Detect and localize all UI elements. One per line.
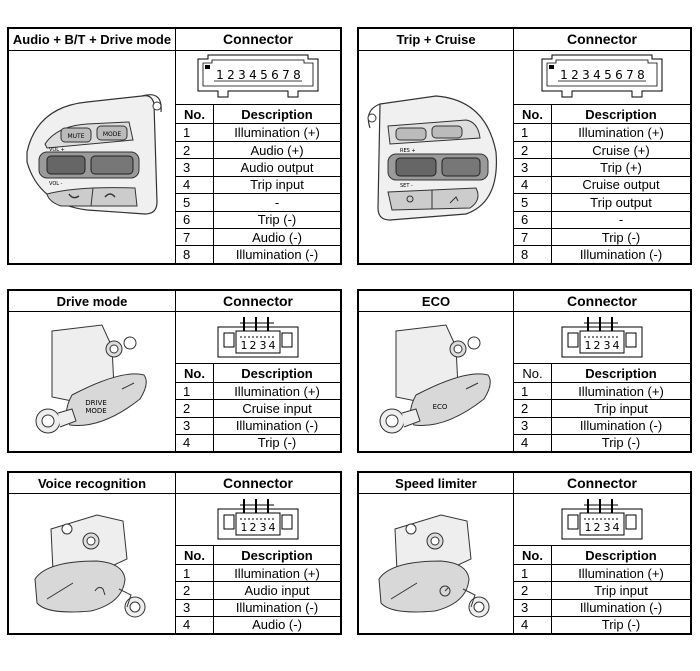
pin-description: Illumination (-): [214, 246, 341, 264]
pin-2-label: 2: [227, 68, 235, 83]
connector-header: Connector: [514, 29, 691, 51]
pin-number: 8: [514, 246, 552, 264]
col-header-description: Description: [214, 545, 341, 564]
mode-label: MODE: [102, 130, 122, 138]
pin-description: Illumination (+): [552, 383, 691, 400]
pin-number: 2: [176, 582, 214, 599]
switch-illustration-cell: [359, 312, 514, 452]
pin-number: 2: [514, 400, 552, 417]
col-header-no: No.: [514, 104, 552, 123]
panel-title: ECO: [359, 291, 514, 312]
pin-number: 5: [176, 194, 214, 211]
pin-number: 2: [176, 400, 214, 417]
pin-description: Trip input: [214, 176, 341, 193]
pin-description: -: [552, 211, 691, 228]
pin-number: 8: [176, 246, 214, 264]
vol-minus-label: VOL -: [49, 180, 63, 187]
drive-label: DRIVE: [85, 398, 107, 407]
pin-description: Trip output: [552, 194, 691, 211]
pin-1-label: 1: [560, 68, 568, 83]
pin-description: Illumination (+): [214, 124, 341, 141]
mute-label: MUTE: [67, 132, 85, 140]
vol-plus-label: VOL +: [49, 146, 65, 153]
pin-description: Audio (-): [214, 229, 341, 246]
connector-4-pin-icon: [552, 495, 652, 545]
pin-3-label: 3: [238, 68, 246, 83]
col-header-description: Description: [552, 104, 691, 123]
connector-header: Connector: [176, 291, 341, 312]
pin-table: [358, 28, 691, 264]
panel-trip-cruise: [357, 27, 692, 265]
panel-title: Drive mode: [9, 291, 176, 312]
connector-diagram-cell: [176, 312, 341, 364]
pin-description: Illumination (-): [552, 417, 691, 434]
col-header-no: No.: [176, 363, 214, 382]
switch-illustration-cell: [9, 494, 176, 634]
pin-table: [8, 290, 341, 452]
pin-description: Illumination (-): [552, 599, 691, 616]
panel-title: Speed limiter: [359, 473, 514, 494]
pin-number: 6: [514, 211, 552, 228]
pin-1-label: 1: [216, 68, 224, 83]
pin-number: 4: [514, 176, 552, 193]
mode-label: MODE: [85, 406, 107, 415]
panel-audio-bt-drive-mode: [7, 27, 342, 265]
res-label: RES +: [400, 147, 416, 154]
col-header-description: Description: [552, 545, 691, 564]
speed-limiter-switch-illustration: [371, 499, 501, 629]
steering-switch-right-illustration: [366, 82, 506, 232]
pin-1-label: 1: [240, 338, 248, 352]
connector-diagram-cell: [176, 50, 341, 104]
pin-description: Cruise (+): [552, 141, 691, 158]
connector-4-pin-icon: [552, 313, 652, 363]
panel-voice-recognition: [7, 471, 342, 635]
pin-description: Trip (+): [552, 159, 691, 176]
pin-5-label: 5: [604, 68, 612, 83]
pin-number: 6: [176, 211, 214, 228]
pin-number: 3: [176, 599, 214, 616]
pin-7-label: 7: [282, 68, 290, 83]
pin-7-label: 7: [626, 68, 634, 83]
panel-title: Trip + Cruise: [359, 29, 514, 51]
pin-number: 2: [176, 141, 214, 158]
pin-description: Trip input: [552, 582, 691, 599]
pin-4-label: 4: [268, 520, 276, 534]
pin-table: [8, 472, 341, 634]
connector-header: Connector: [514, 291, 691, 312]
pin-number: 4: [514, 434, 552, 451]
pin-3-label: 3: [259, 520, 267, 534]
pin-description: Audio input: [214, 582, 341, 599]
pin-4-label: 4: [612, 338, 620, 352]
pin-number: 7: [514, 229, 552, 246]
col-header-no: No.: [514, 545, 552, 564]
pin-description: Illumination (-): [214, 417, 341, 434]
pin-3-label: 3: [603, 520, 611, 534]
pin-description: Trip (-): [552, 434, 691, 451]
pin-number: 2: [514, 582, 552, 599]
pin-1-label: 1: [584, 520, 592, 534]
pin-description: Trip (-): [552, 616, 691, 633]
col-header-no: No.: [514, 363, 552, 382]
pin-2-label: 2: [249, 520, 257, 534]
connector-diagram-cell: [514, 494, 691, 546]
eco-label: ECO: [432, 402, 448, 411]
panel-title: Audio + B/T + Drive mode: [9, 29, 176, 51]
panel-drive-mode: [7, 289, 342, 453]
pin-number: 4: [176, 434, 214, 451]
pin-2-label: 2: [593, 520, 601, 534]
panel-title: Voice recognition: [9, 473, 176, 494]
voice-recognition-switch-illustration: [27, 499, 157, 629]
pin-8-label: 8: [637, 68, 645, 83]
pin-number: 1: [514, 565, 552, 582]
pin-table: [8, 28, 341, 264]
pin-table: [358, 472, 691, 634]
switch-illustration-cell: [359, 50, 514, 263]
pin-number: 7: [176, 229, 214, 246]
pin-4-label: 4: [593, 68, 601, 83]
switch-illustration-cell: [359, 494, 514, 634]
pin-table: [358, 290, 691, 452]
eco-switch-illustration: [376, 317, 496, 447]
pin-2-label: 2: [593, 338, 601, 352]
connector-8-pin-icon: [188, 51, 328, 103]
pin-description: Illumination (+): [552, 565, 691, 582]
connector-header: Connector: [176, 473, 341, 494]
connector-8-pin-icon: [532, 51, 672, 103]
pin-4-label: 4: [268, 338, 276, 352]
pin-number: 3: [514, 599, 552, 616]
connector-4-pin-icon: [208, 495, 308, 545]
pin-description: Illumination (+): [552, 124, 691, 141]
pin-8-label: 8: [293, 68, 301, 83]
col-header-description: Description: [214, 104, 341, 123]
pin-description: -: [214, 194, 341, 211]
connector-header: Connector: [176, 29, 341, 51]
col-header-no: No.: [176, 545, 214, 564]
pin-number: 1: [176, 565, 214, 582]
switch-illustration-cell: [9, 50, 176, 263]
drive-mode-switch-illustration: [32, 317, 152, 447]
connector-diagram-cell: [176, 494, 341, 546]
connector-diagram-cell: [514, 312, 691, 364]
pin-5-label: 5: [260, 68, 268, 83]
pin-number: 3: [176, 159, 214, 176]
pin-description: Cruise input: [214, 400, 341, 417]
pin-2-label: 2: [571, 68, 579, 83]
pin-description: Trip input: [552, 400, 691, 417]
col-header-no: No.: [176, 104, 214, 123]
pin-number: 1: [514, 383, 552, 400]
col-header-description: Description: [552, 363, 691, 382]
pin-description: Trip (-): [214, 211, 341, 228]
set-label: SET -: [400, 182, 413, 189]
pin-description: Illumination (+): [214, 383, 341, 400]
pin-number: 2: [514, 141, 552, 158]
pin-number: 3: [514, 417, 552, 434]
pin-number: 4: [176, 616, 214, 633]
pin-3-label: 3: [259, 338, 267, 352]
pin-description: Audio output: [214, 159, 341, 176]
pin-number: 3: [514, 159, 552, 176]
panel-eco: [357, 289, 692, 453]
pin-6-label: 6: [615, 68, 623, 83]
pin-description: Illumination (-): [214, 599, 341, 616]
pin-number: 4: [176, 176, 214, 193]
pin-4-label: 4: [249, 68, 257, 83]
pin-description: Trip (-): [552, 229, 691, 246]
pin-description: Cruise output: [552, 176, 691, 193]
pin-number: 1: [176, 124, 214, 141]
connector-4-pin-icon: [208, 313, 308, 363]
pin-6-label: 6: [271, 68, 279, 83]
pin-1-label: 1: [584, 338, 592, 352]
pin-number: 1: [514, 124, 552, 141]
connector-header: Connector: [514, 473, 691, 494]
col-header-description: Description: [214, 363, 341, 382]
pin-number: 4: [514, 616, 552, 633]
pin-3-label: 3: [582, 68, 590, 83]
pin-description: Illumination (-): [552, 246, 691, 264]
pin-description: Illumination (+): [214, 565, 341, 582]
pin-number: 3: [176, 417, 214, 434]
pin-description: Audio (-): [214, 616, 341, 633]
steering-switch-left-illustration: [17, 82, 167, 232]
pin-1-label: 1: [240, 520, 248, 534]
pin-description: Audio (+): [214, 141, 341, 158]
panel-speed-limiter: [357, 471, 692, 635]
pin-2-label: 2: [249, 338, 257, 352]
pin-description: Trip (-): [214, 434, 341, 451]
switch-illustration-cell: [9, 312, 176, 452]
pin-3-label: 3: [603, 338, 611, 352]
pin-4-label: 4: [612, 520, 620, 534]
pin-number: 1: [176, 383, 214, 400]
pin-number: 5: [514, 194, 552, 211]
connector-diagram-cell: [514, 50, 691, 104]
